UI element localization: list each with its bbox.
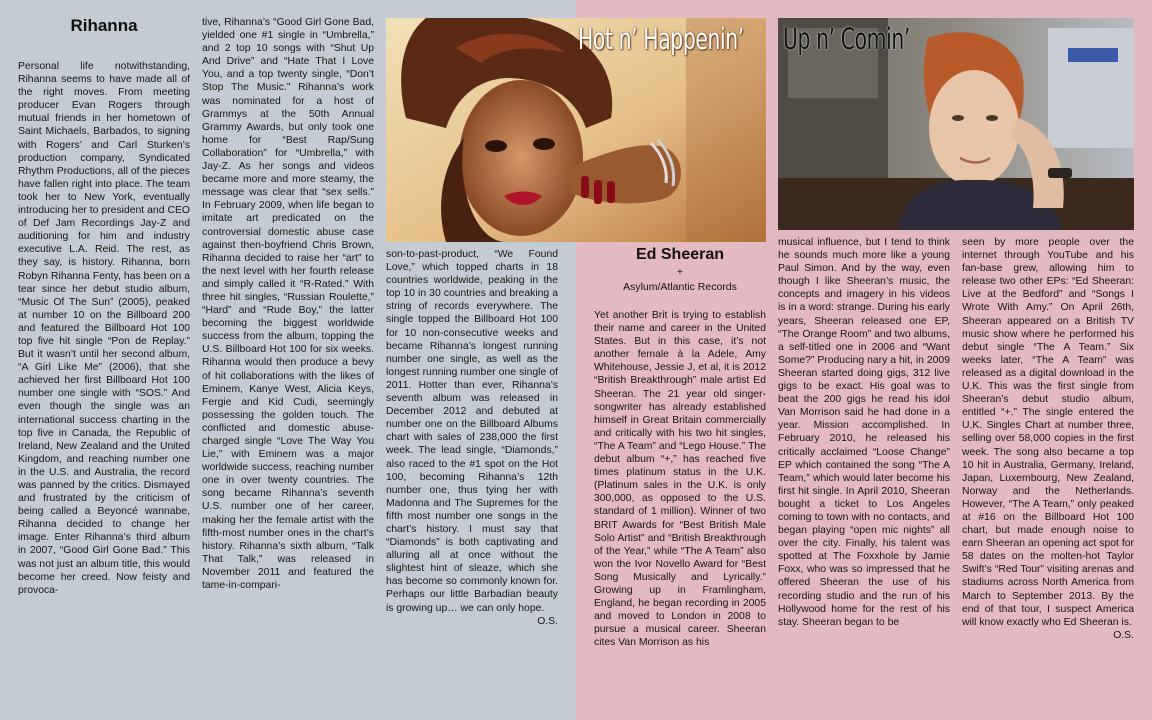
- rihanna-col-3-text: [386, 248, 558, 627]
- ed-col-2-text: musical influence, but I tend to think he sounds much more like a young Paul Simon. And by the way, even though I like Sheeran’s music, the concepts and imagery in his videos is in a word: strange. During his early years, Sheeran released one EP, “The Orange Room” and two albums, a self-titled one in 2006 and “Want Some?” Producing nary a hit, in 2009 Sheeran started doing gigs, 312 live gigs to be exact. His goal was to beat the 200 gigs he read his idol Van Morrison said he had done in a year. Mission accomplished. In February 2010, he released his critically acclaimed “Loose Change” EP which contained the song “The A Team,” which would later become his first hit single. In April 2010, Sheeran bought a ticket to Los Angeles coming to town with no contacts, and began playing “open mic nights” all over the city. Finally, his talent was spotted at The Foxxhole by Jamie Foxx, who was so impressed that he offered Sheeran the use of his recording studio and the run of his Hollywood home for the rest of his stay. Sheeran began to be: [778, 237, 950, 628]
- rihanna-col-3-body: son-to-past-product, “We Found Love,” which topped charts in 18 countries worldwide, peaking in the top 10 in 30 countries and breaking a string of records everywhere. The single topped the Billboard Hot 100 for 10 non-consecutive weeks and became Rihanna’s longest running number one single, as well as the longest running number one single of 2011. Hotter than ever, Rihanna’s seventh album was released in December 2012 and debuted at number one on the Billboard Albums chart with sales of 238,000 the first week. The lead single, “Diamonds,” also raced to the #1 spot on the Hot 100, becoming Rihanna’s 12th number one, thus tying her with Madonna and The Supremes for the fifth most number one songs in the chart’s history. I must say that “Diamonds” is both captivating and alluring all at once without the slightest hint of sleaze, which she has become so commonly known for. Perhaps our little Barbadian beauty is growing up… we can only hope.: [386, 249, 558, 614]
- plus-sign: +: [676, 266, 684, 278]
- ed-signoff: O.S.: [1113, 629, 1134, 641]
- ed-col-1-text: Yet another Brit is trying to establish their name and career in the United States. But in this case, it’s not another female à la Adele, Amy Whitehouse, Jessie J, et al, it is 2012 “British Breakthrough” male artist Ed Sheeran. The 21 year old singer-songwriter has already established himself in Great Britain commercially and critically with his two hit singles, “The A Team” and “Lego House.” The debut album “+,” has reached five times platinum status in the U.K. (Platinum sales in the U.K. is only 300,000, as opposed to the U.S. standard of 1 million). Winner of two BRIT Awards for “Best British Male Solo Artist” and “British Breakthrough of the Year,” while “The A Team” also won the Ivor Novello Award for “Best Song Musically and Lyrically.” Growing up in Framlingham, England, he began recording in 2005 and moved to London in 2008 to pursue a musical career. Sheeran cites Van Morrison as his: [594, 310, 766, 649]
- rihanna-heading: Rihanna: [70, 16, 138, 35]
- rihanna-col-2: [202, 16, 374, 720]
- ed-col-3: [962, 236, 1134, 720]
- ed-sheeran-heading: Ed Sheeran: [635, 246, 725, 263]
- rihanna-col-2-text: tive, Rihanna’s “Good Girl Gone Bad, yielded one #1 single in “Umbrella,” and 2 top 10 songs with “Shut Up And Drive” and “Hate That I Love You, and a top twenty single, “Don’t Stop The Music.” Rihanna’s work was nominated for a host of Grammys at the 50th Annual Grammy Awards, but only took one home for “Best Rap/Sung Collaboration” for “Umbrella,” with Jay-Z. As her songs and videos became more and more steamy, the message was clear that “sex sells.” In February 2009, when life began to imitate art predicated on the controversial domestic abuse case against then-boyfriend Chris Brown, Rihanna decided to raise her “art” to the next level with her fourth release and simply called it “R-Rated.” With three hit singles, “Russian Roulette,” “Hard” and “Rude Boy,” the latter becoming the biggest worldwide success from the album, topping the U.S. Billboard Hot 100 for six weeks. Rihanna would then produce a bevy of hit collaborations with the likes of Eminem, Kanye West, Alicia Keys, Fergie and Kid Cudi, seemingly possessing the golden touch. The conflicted and domestic abuse-charged single “Love The Way You Lie,” with Eminem was a major worldwide success, reaching number one in over twenty countries. The song became Rihanna’s seventh U.S. number one of her career, making her the female artist with the fifth-most number ones in the chart’s history. Rihanna’s sixth album, “Talk That Talk,” was released in November 2011 and featured the tame-in-compari-: [202, 17, 374, 592]
- ed-col-2: [778, 236, 950, 720]
- rihanna-signoff: O.S.: [537, 615, 558, 627]
- rihanna-col-1-text: Personal life notwithstanding, Rihanna seems to have made all of the right moves. From meeting producer Evan Rogers through mutual friends in her hometown of Saint Michaels, Barbados, to signing with Rogers’ and Carl Sturken’s production company, Syndicated Rhythm Productions, all of the pieces have fallen right into place. The team took her to New York, eventually introducing her to president and CEO of Def Jam Recordings Jay-Z and auditioning for him and industry executive L.A. Reid. The rest, as they say, is history. Rihanna, born Robyn Rihanna Fenty, has been on a tear since her debut studio album, “Music Of The Sun” (2005), peaked at number 10 on the Billboard 200 and featured the Billboard Hot 100 top five hit single “Pon de Replay.” But it wasn’t until her second album, “A Girl Like Me” (2006), that she achieved her first Billboard Hot 100 number one single with “SOS.” And even though the single was an international success charting in the top five in Canada, the Republic of Ireland, New Zealand and the United Kingdom, and reaching number one in the U.S. and Australia, the record was panned by the critics. Dismayed and frustrated by the criticism of being called a Beyoncé wannabe, Rihanna decided to change her image. Enter Rihanna’s third album in 2007, “Good Girl Gone Bad.” This was not just an album title, this would become her creed. Now feisty and provoca-: [18, 61, 190, 596]
- up-n-comin-title: Up n’ Comin’: [783, 22, 910, 56]
- rihanna-col-3: [386, 248, 558, 720]
- rihanna-col-1: [18, 60, 190, 720]
- ed-col-3-body: seen by more people over the internet through YouTube and his fan-base grew, allowing him to release two other EPs: “Ed Sheeran: Live at the Bedford” and “Songs I Wrote With Amy.” On April 26th, Sheeran appeared on a British TV music show where he performed his debut single “The A Team.” Six weeks later, “The A Team” was released as a digital download in the U.K. This was the first single from Sheeran’s debut studio album, entitled “+.” The single entered the U.K. Singles Chart at number three, selling over 58,000 copies in the first week. The song also became a top 10 hit in Australia, Germany, Ireland, Japan, Luxembourg, New Zealand, Norway and the Netherlands. However, “The A Team,” only peaked at #16 on the Billboard Hot 100 chart, but made enough noise to earn Sheeran an opening act spot for 58 dates on the molten-hot Taylor Swift’s “Red Tour” visiting arenas and stadiums across North America from March to September 2013. By the end of that tour, I suspect America will know exactly who Ed Sheeran is.: [962, 237, 1134, 628]
- ed-col-1: [594, 309, 766, 720]
- hot-n-happenin-title: Hot n’ Happenin’: [578, 22, 744, 56]
- ed-col-3-text: [962, 236, 1134, 641]
- record-label: Asylum/Atlantic Records: [623, 281, 737, 293]
